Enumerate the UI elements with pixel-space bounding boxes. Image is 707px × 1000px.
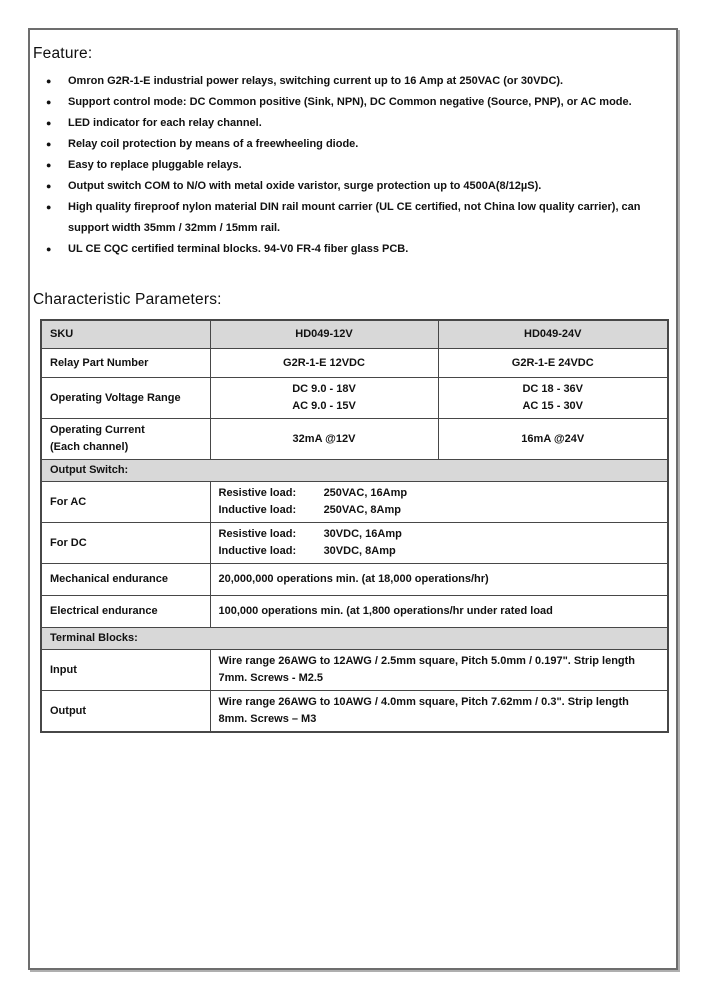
- voltage-12v-dc: DC 9.0 - 18V: [292, 382, 356, 395]
- cell-sku-12v: HD049-12V: [210, 320, 438, 348]
- table-row-relay-part: [41, 348, 668, 377]
- load-rating: 30VDC, 16Amp: [323, 527, 402, 540]
- cell-input-label: Input: [41, 649, 210, 690]
- cell-current-12v: 32mA @12V: [210, 418, 438, 459]
- bullet-icon: ●: [46, 118, 52, 128]
- cell-current-24v: 16mA @24V: [438, 418, 668, 459]
- list-item: [33, 197, 672, 239]
- list-item: [33, 113, 672, 134]
- bullet-text: LED indicator for each relay channel.: [68, 117, 262, 129]
- bullet-icon: ●: [46, 202, 52, 212]
- load-rating: 250VAC, 16Amp: [323, 486, 408, 499]
- cell-voltage-12v: [210, 377, 438, 418]
- cell-output-value: Wire range 26AWG to 10AWG / 4.0mm square, Pitch 7.62mm / 0.3". Strip length 8mm. Screws – M3: [210, 690, 668, 732]
- cell-for-ac-label: For AC: [41, 481, 210, 522]
- cell-for-dc-value: [210, 522, 668, 563]
- bullet-icon: ●: [46, 97, 52, 107]
- cell-mech-value: 20,000,000 operations min. (at 18,000 operations/hr): [210, 563, 668, 595]
- load-type-label: Inductive load:: [218, 503, 297, 516]
- bullet-icon: ●: [46, 139, 52, 149]
- table-row-electrical-endurance: [41, 595, 668, 627]
- section-terminal-blocks-label: Terminal Blocks:: [41, 627, 668, 649]
- for-ac-inductive: [219, 502, 660, 519]
- table-row-for-dc: [41, 522, 668, 563]
- cell-sku-label: SKU: [41, 320, 210, 348]
- bullet-text: Output switch COM to N/O with metal oxide varistor, surge protection up to 4500A(8/12µS).: [68, 180, 542, 192]
- list-item: [33, 239, 672, 260]
- cell-relay-24v: G2R-1-E 24VDC: [438, 348, 668, 377]
- bullet-icon: ●: [46, 76, 52, 86]
- for-dc-resistive: [219, 526, 660, 543]
- bullet-icon: ●: [46, 181, 52, 191]
- list-item: [33, 176, 672, 197]
- voltage-24v-ac: AC 15 - 30V: [522, 399, 584, 412]
- voltage-24v-dc: DC 18 - 36V: [522, 382, 584, 395]
- current-label-line2: (Each channel): [50, 440, 129, 453]
- bullet-icon: ●: [46, 244, 52, 254]
- load-type-label: Resistive load:: [218, 527, 297, 540]
- feature-heading: Feature:: [33, 45, 93, 62]
- cell-voltage-label: Operating Voltage Range: [41, 377, 210, 418]
- bullet-icon: ●: [46, 160, 52, 170]
- bullet-text: Omron G2R-1-E industrial power relays, switching current up to 16 Amp at 250VAC (or 30VDC).: [68, 75, 564, 87]
- table-row-input: [41, 649, 668, 690]
- section-output-switch-label: Output Switch:: [41, 459, 668, 481]
- cell-mech-label: Mechanical endurance: [41, 563, 210, 595]
- load-rating: 30VDC, 8Amp: [323, 544, 396, 557]
- cell-for-dc-label: For DC: [41, 522, 210, 563]
- list-item: [33, 134, 672, 155]
- for-dc-inductive: [219, 543, 660, 560]
- table-section-output-switch: [41, 459, 668, 481]
- load-rating: 250VAC, 8Amp: [323, 503, 401, 516]
- cell-input-value: Wire range 26AWG to 12AWG / 2.5mm square, Pitch 5.0mm / 0.197". Strip length 7mm. Screws - M2.5: [210, 649, 668, 690]
- feature-bullet-list: [33, 71, 672, 260]
- cell-relay-12v: G2R-1-E 12VDC: [210, 348, 438, 377]
- cell-sku-24v: HD049-24V: [438, 320, 668, 348]
- bullet-text: UL CE CQC certified terminal blocks. 94-V0 FR-4 fiber glass PCB.: [68, 243, 409, 255]
- cell-voltage-24v: [438, 377, 668, 418]
- current-label-line1: Operating Current: [50, 423, 145, 436]
- table-section-terminal-blocks: [41, 627, 668, 649]
- bullet-text: Relay coil protection by means of a freewheeling diode.: [68, 138, 359, 150]
- table-row-sku: [41, 320, 668, 348]
- load-type-label: Inductive load:: [218, 544, 297, 557]
- list-item: [33, 92, 672, 113]
- cell-relay-label: Relay Part Number: [41, 348, 210, 377]
- load-type-label: Resistive load:: [218, 486, 297, 499]
- for-ac-resistive: [219, 485, 660, 502]
- table-row-operating-current: [41, 418, 668, 459]
- parameters-heading: Characteristic Parameters:: [33, 291, 222, 308]
- bullet-text: Easy to replace pluggable relays.: [68, 159, 242, 171]
- list-item: [33, 155, 672, 176]
- cell-current-label: [41, 418, 210, 459]
- table-row-mechanical-endurance: [41, 563, 668, 595]
- cell-elec-value: 100,000 operations min. (at 1,800 operations/hr under rated load: [210, 595, 668, 627]
- table-row-output: [41, 690, 668, 732]
- voltage-12v-ac: AC 9.0 - 15V: [292, 399, 356, 412]
- table-row-voltage-range: [41, 377, 668, 418]
- cell-elec-label: Electrical endurance: [41, 595, 210, 627]
- bullet-text: Support control mode: DC Common positive (Sink, NPN), DC Common negative (Source, PNP), or AC mode.: [68, 96, 632, 108]
- list-item: [33, 71, 672, 92]
- cell-for-ac-value: [210, 481, 668, 522]
- document-page: [28, 28, 678, 970]
- parameters-table: [40, 319, 669, 733]
- cell-output-label: Output: [41, 690, 210, 732]
- table-row-for-ac: [41, 481, 668, 522]
- bullet-text: High quality fireproof nylon material DIN rail mount carrier (UL CE certified, not China low quality carrier), can support width 35mm / 32mm / 15mm rail.: [68, 201, 641, 234]
